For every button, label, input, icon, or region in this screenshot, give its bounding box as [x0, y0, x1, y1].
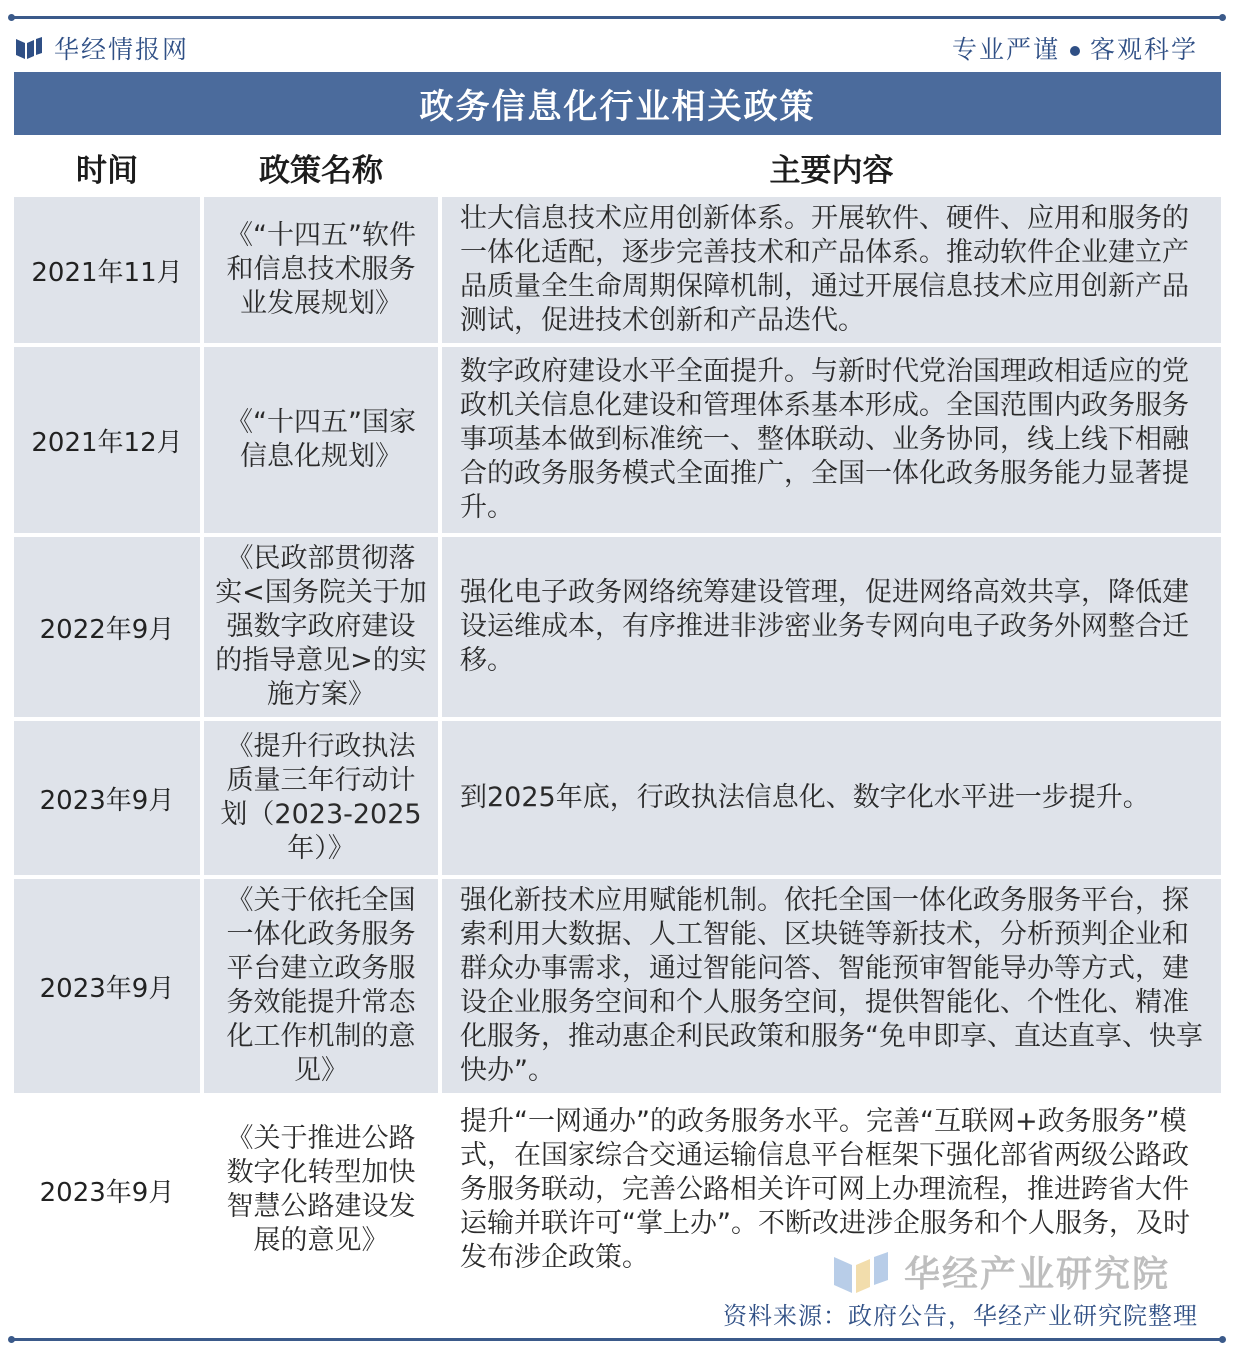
cell-date: 2021年12月 — [14, 347, 200, 533]
cell-policy-name: 《民政部贯彻落实<国务院关于加强数字政府建设的指导意见>的实施方案》 — [204, 537, 438, 717]
page-title: 政务信息化行业相关政策 — [419, 87, 816, 127]
header-time: 时间 — [76, 152, 138, 189]
cell-content: 提升“一网通办”的政务服务水平。完善“互联网+政务服务”模式，在国家综合交通运输信息平台框架下强化部省两级公路政务服务联动，完善公路相关许可网上办理流程，推进跨省大件运输并联许可“掌上办”。不断改进涉企服务和个人服务，及时发布涉企政策。 — [442, 1097, 1221, 1283]
title-bar — [14, 72, 1221, 135]
table-row — [14, 721, 1221, 875]
border-dot — [1219, 1336, 1226, 1343]
cell-policy-name: 《提升行政执法质量三年行动计划（2023-2025年）》 — [204, 721, 438, 875]
cell-content: 壮大信息技术应用创新体系。开展软件、硬件、应用和服务的一体化适配，逐步完善技术和产品体系。推动软件企业建立产品质量全生命周期保障机制，通过开展信息技术应用创新产品测试，促进技术创新和产品迭代。 — [442, 197, 1221, 343]
cell-date: 2021年11月 — [14, 197, 200, 343]
watermark — [830, 1246, 1170, 1297]
cell-content: 到2025年底，行政执法信息化、数字化水平进一步提升。 — [442, 721, 1221, 875]
table-row — [14, 197, 1221, 343]
watermark-logo-icon — [830, 1249, 892, 1295]
header-main-content: 主要内容 — [769, 152, 894, 189]
cell-policy-name: 《关于依托全国一体化政务服务平台建立政务服务效能提升常态化工作机制的意见》 — [204, 879, 438, 1093]
watermark-text: 华经产业研究院 — [904, 1254, 1171, 1295]
header-policy-name: 政策名称 — [259, 152, 383, 189]
top-border — [10, 16, 1224, 19]
brand — [14, 30, 189, 66]
separator-dot-icon — [1070, 46, 1080, 56]
slogan-right: 客观科学 — [1089, 35, 1198, 64]
brand-logo-icon — [14, 35, 44, 61]
cell-policy-name: 《“十四五”国家信息化规划》 — [204, 347, 438, 533]
cell-date: 2022年9月 — [14, 537, 200, 717]
cell-date: 2023年9月 — [14, 879, 200, 1093]
cell-content: 强化电子政务网络统筹建设管理，促进网络高效共享，降低建设运维成本，有序推进非涉密业务专网向电子政务外网整合迁移。 — [442, 537, 1221, 717]
cell-policy-name: 《关于推进公路数字化转型加快智慧公路建设发展的意见》 — [204, 1097, 438, 1283]
cell-date: 2023年9月 — [14, 1097, 200, 1283]
policy-table — [14, 137, 1221, 1287]
cell-content: 强化新技术应用赋能机制。依托全国一体化政务服务平台，探索利用大数据、人工智能、区块链等新技术，分析预判企业和群众办事需求，通过智能问答、智能预审智能导办等方式，建设企业服务空间和个人服务空间，提供智能化、个性化、精准化服务，推动惠企利民政策和服务“免申即享、直达直享、快享快办”。 — [442, 879, 1221, 1093]
cell-date: 2023年9月 — [14, 721, 200, 875]
source-note: 资料来源：政府公告，华经产业研究院整理 — [723, 1302, 1198, 1330]
table-row — [14, 879, 1221, 1093]
cell-content: 数字政府建设水平全面提升。与新时代党治国理政相适应的党政机关信息化建设和管理体系基本形成。全国范围内政务服务事项基本做到标准统一、整体联动、业务协同，线上线下相融合的政务服务模式全面推广，全国一体化政务服务能力显著提升。 — [442, 347, 1221, 533]
border-dot — [8, 1336, 15, 1343]
slogan-left: 专业严谨 — [951, 35, 1060, 64]
table-row — [14, 537, 1221, 717]
table-row — [14, 347, 1221, 533]
header — [14, 26, 1220, 70]
border-dot — [8, 14, 15, 21]
cell-policy-name: 《“十四五”软件和信息技术服务业发展规划》 — [204, 197, 438, 343]
brand-name: 华经情报网 — [54, 35, 190, 64]
bottom-border — [10, 1338, 1224, 1341]
slogan — [952, 30, 1220, 66]
table-header — [14, 137, 1221, 197]
border-dot — [1219, 14, 1226, 21]
